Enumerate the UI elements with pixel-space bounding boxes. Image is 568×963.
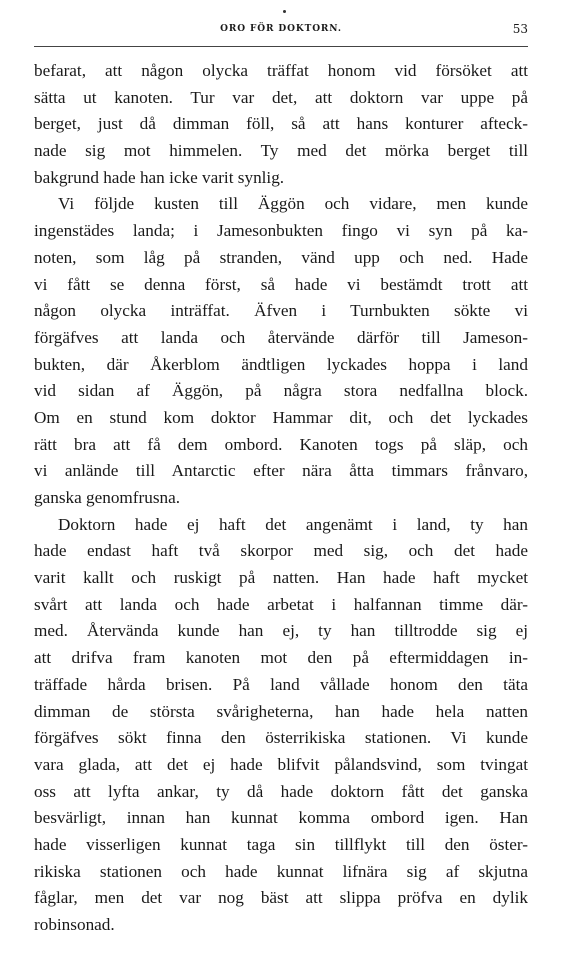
text-line: noten, som låg på stranden, vänd upp och ned. Hade <box>34 247 528 267</box>
text-line: berget, just då dimman föll, så att hans konturer afteck- <box>34 114 528 134</box>
text-line: med. Återvända kunde han ej, ty han tilltrodde sig ej <box>34 621 528 641</box>
text-line: ingenstädes landa; i Jamesonbukten fingo vi syn på ka- <box>34 221 528 241</box>
text-line: att drifva fram kanoten mot den på eftermiddagen in- <box>34 648 528 668</box>
page-header <box>34 20 528 40</box>
text-line: någon olycka inträffat. Äfven i Turnbukten sökte vi <box>34 301 528 321</box>
text-line: hade endast haft två skorpor med sig, och det hade <box>34 541 528 561</box>
text-line: varit kallt och ruskigt på natten. Han hade haft mycket <box>34 568 528 588</box>
text-line: vi anlände till Antarctic efter nära åtta timmars frånvaro, <box>34 461 528 481</box>
text-line: Om en stund kom doktor Hammar dit, och det lyckades <box>34 407 528 427</box>
text-line: vi fått se denna först, så hade vi bestämdt trott att <box>34 274 528 294</box>
text-line: sätta ut kanoten. Tur var det, att doktorn var uppe på <box>34 87 528 107</box>
text-line: hade visserligen kunnat taga sin tillflykt till den öster- <box>34 834 528 854</box>
text-line: träffade hårda brisen. På land vållade honom den täta <box>34 674 528 694</box>
text-line: vid sidan af Äggön, på några stora nedfallna block. <box>34 381 528 401</box>
text-line: bukten, där Åkerblom ändtligen lyckades hoppa i land <box>34 354 528 374</box>
text-line: besvärligt, innan han kunnat komma ombord igen. Han <box>34 808 528 828</box>
text-line: oss att lyfta ankar, ty då hade doktorn fått det ganska <box>34 781 528 801</box>
text-line: befarat, att någon olycka träffat honom vid försöket att <box>34 61 528 80</box>
text-line: rikiska stationen och hade kunnat lifnära sig af skjutna <box>34 861 528 881</box>
body-text <box>34 58 528 939</box>
running-title: ORO FÖR DOKTORN. <box>220 24 342 34</box>
text-line: förgäfves sökt finna den österrikiska stationen. Vi kunde <box>34 728 528 748</box>
ink-dot <box>283 10 286 13</box>
text-line: nade sig mot himmelen. Ty med det mörka berget till <box>34 141 528 161</box>
text-line: robinsonad. <box>34 915 115 934</box>
text-line: svårt att landa och hade arbetat i halfannan timme där- <box>34 594 528 614</box>
text-line: Doktorn hade ej haft det angenämt i land, ty han <box>58 514 528 534</box>
text-line: dimman de största svårigheterna, han hade hela natten <box>34 701 528 721</box>
text-line: Vi följde kusten till Äggön och vidare, men kunde <box>58 194 528 214</box>
text-line: vara glada, att det ej hade blifvit pålandsvind, som tvingat <box>34 754 528 774</box>
header-rule <box>34 46 528 47</box>
text-line: ganska genomfrusna. <box>34 488 181 507</box>
text-line: fåglar, men det var nog bäst att slippa pröfva en dylik <box>34 888 528 908</box>
text-line: bakgrund hade han icke varit synlig. <box>34 167 285 187</box>
page-number: 53 <box>512 22 528 36</box>
text-line: rätt bra att få dem ombord. Kanoten togs på släp, och <box>34 434 528 454</box>
text-line: förgäfves att landa och återvände därför till Jameson- <box>34 327 528 347</box>
